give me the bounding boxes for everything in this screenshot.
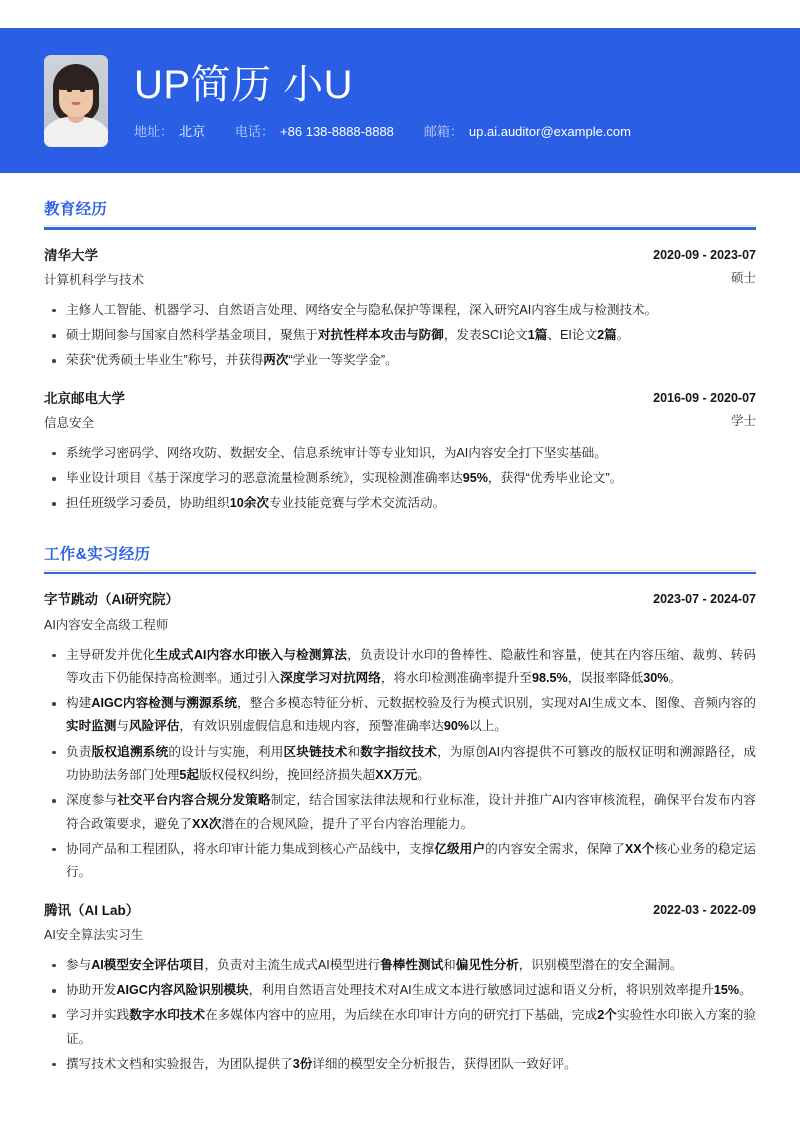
bullet-item: 硕士期间参与国家自然科学基金项目，聚焦于对抗性样本攻击与防御，发表SCI论文1篇、EI论文2篇。 bbox=[44, 324, 756, 347]
date-range: 2020-09 - 2023-07 bbox=[653, 247, 756, 262]
entry-left bbox=[44, 901, 143, 945]
degree-label: 学士 bbox=[730, 414, 756, 429]
entry-right bbox=[637, 901, 756, 920]
organization-name: 字节跳动（AI研究院） bbox=[44, 592, 179, 608]
page-title: UP简历 小U bbox=[134, 62, 354, 107]
organization-name: 清华大学 bbox=[44, 247, 98, 263]
bullet-item: 协助开发AIGC内容风险识别模块，利用自然语言处理技术对AI生成文本进行敏感词过滤和语义分析，将识别效率提升15%。 bbox=[44, 979, 756, 1002]
contact-label: 邮箱： bbox=[423, 123, 463, 139]
date-range: 2022-03 - 2022-09 bbox=[653, 902, 756, 917]
contact-item bbox=[235, 121, 394, 140]
entry-right bbox=[637, 389, 756, 432]
entry-left bbox=[44, 590, 179, 634]
bullet-list bbox=[44, 299, 756, 373]
bullet-item: 主修人工智能、机器学习、自然语言处理、网络安全与隐私保护等课程，深入研究AI内容生成与检测技术。 bbox=[44, 299, 756, 322]
bullet-item: 学习并实践数字水印技术在多媒体内容中的应用，为后续在水印审计方向的研究打下基础，完成2个实验性水印嵌入方案的验证。 bbox=[44, 1004, 756, 1051]
entry-right bbox=[637, 590, 756, 609]
bullet-item: 撰写技术文档和实验报告，为团队提供了3份详细的模型安全分析报告，获得团队一致好评。 bbox=[44, 1053, 756, 1076]
entry-right bbox=[637, 246, 756, 289]
bullet-item: 协同产品和工程团队，将水印审计能力集成到核心产品线中，支撑亿级用户的内容安全需求，保障了XX个核心业务的稳定运行。 bbox=[44, 838, 756, 885]
contact-item bbox=[134, 121, 205, 140]
contact-line bbox=[134, 121, 756, 140]
section-divider-accent bbox=[44, 572, 756, 575]
role-title: 信息安全 bbox=[44, 415, 95, 430]
section-divider-light bbox=[44, 570, 756, 571]
bullet-list bbox=[44, 954, 756, 1076]
bullet-list bbox=[44, 644, 756, 885]
bullet-item: 负责版权追溯系统的设计与实施，利用区块链技术和数字指纹技术，为原创AI内容提供不可篡改的版权证明和溯源路径，成功协助法务部门处理5起版权侵权纠纷，挽回经济损失超XX万元。 bbox=[44, 741, 756, 788]
organization-name: 腾讯（AI Lab） bbox=[44, 902, 140, 918]
experience-entry bbox=[44, 901, 756, 1077]
date-range: 2016-09 - 2020-07 bbox=[653, 390, 756, 405]
entry-header bbox=[44, 901, 756, 945]
contact-value: 北京 bbox=[179, 123, 206, 139]
experience-entry bbox=[44, 389, 756, 516]
contact-label: 电话： bbox=[235, 123, 275, 139]
resume-section bbox=[44, 197, 756, 516]
section-divider-light bbox=[44, 225, 756, 226]
bullet-item: 参与AI模型安全评估项目，负责对主流生成式AI模型进行鲁棒性测试和偏见性分析，识别模型潜在的安全漏洞。 bbox=[44, 954, 756, 977]
resume-body bbox=[0, 197, 800, 1076]
section-title: 工作&实习经历 bbox=[44, 545, 151, 563]
entry-left bbox=[44, 246, 144, 290]
profile-photo bbox=[44, 55, 108, 147]
bullet-item: 荣获“优秀硕士毕业生”称号，并获得两次“学业一等奖学金”。 bbox=[44, 349, 756, 372]
bullet-list bbox=[44, 442, 756, 516]
degree-label: 硕士 bbox=[730, 271, 756, 286]
contact-value: up.ai.auditor@example.com bbox=[468, 123, 631, 139]
bullet-item: 系统学习密码学、网络攻防、数据安全、信息系统审计等专业知识，为AI内容安全打下坚实基础。 bbox=[44, 442, 756, 465]
organization-name: 北京邮电大学 bbox=[44, 390, 125, 406]
role-title: AI内容安全高级工程师 bbox=[44, 617, 169, 632]
bullet-item: 担任班级学习委员，协助组织10余次专业技能竞赛与学术交流活动。 bbox=[44, 492, 756, 515]
bullet-item: 深度参与社交平台内容合规分发策略制定，结合国家法律法规和行业标准，设计并推广AI内容审核流程，确保平台发布内容符合政策要求，避免了XX次潜在的合规风险，提升了平台内容治理能力。 bbox=[44, 789, 756, 836]
entry-header bbox=[44, 590, 756, 634]
contact-item bbox=[424, 121, 631, 140]
role-title: 计算机科学与技术 bbox=[44, 272, 145, 287]
contact-value: +86 138-8888-8888 bbox=[280, 123, 394, 139]
entry-left bbox=[44, 389, 125, 433]
section-title: 教育经历 bbox=[44, 201, 108, 218]
portrait-illustration bbox=[44, 55, 108, 147]
bullet-item: 毕业设计项目《基于深度学习的恶意流量检测系统》，实现检测准确率达95%，获得“优秀毕业论文”。 bbox=[44, 467, 756, 490]
role-title: AI安全算法实习生 bbox=[44, 927, 144, 942]
date-range: 2023-07 - 2024-07 bbox=[653, 592, 756, 607]
entry-header bbox=[44, 389, 756, 433]
resume-section bbox=[44, 542, 756, 1076]
bullet-item: 主导研发并优化生成式AI内容水印嵌入与检测算法，负责设计水印的鲁棒性、隐蔽性和容量，使其在内容压缩、裁剪、转码等攻击下仍能保持高检测率。通过引入深度学习对抗网络，将水印检测准确率提升至98.5%，误报率降低30%。 bbox=[44, 644, 756, 691]
bullet-item: 构建AIGC内容检测与溯源系统，整合多模态特征分析、元数据校验及行为模式识别，实现对AI生成文本、图像、音频内容的实时监测与风险评估，有效识别虚假信息和违规内容，预警准确率达90%以上。 bbox=[44, 692, 756, 739]
resume-header bbox=[0, 28, 800, 173]
experience-entry bbox=[44, 246, 756, 373]
contact-label: 地址： bbox=[134, 123, 174, 139]
section-divider-accent bbox=[44, 227, 756, 230]
header-text-block bbox=[134, 62, 756, 140]
experience-entry bbox=[44, 590, 756, 884]
entry-header bbox=[44, 246, 756, 290]
